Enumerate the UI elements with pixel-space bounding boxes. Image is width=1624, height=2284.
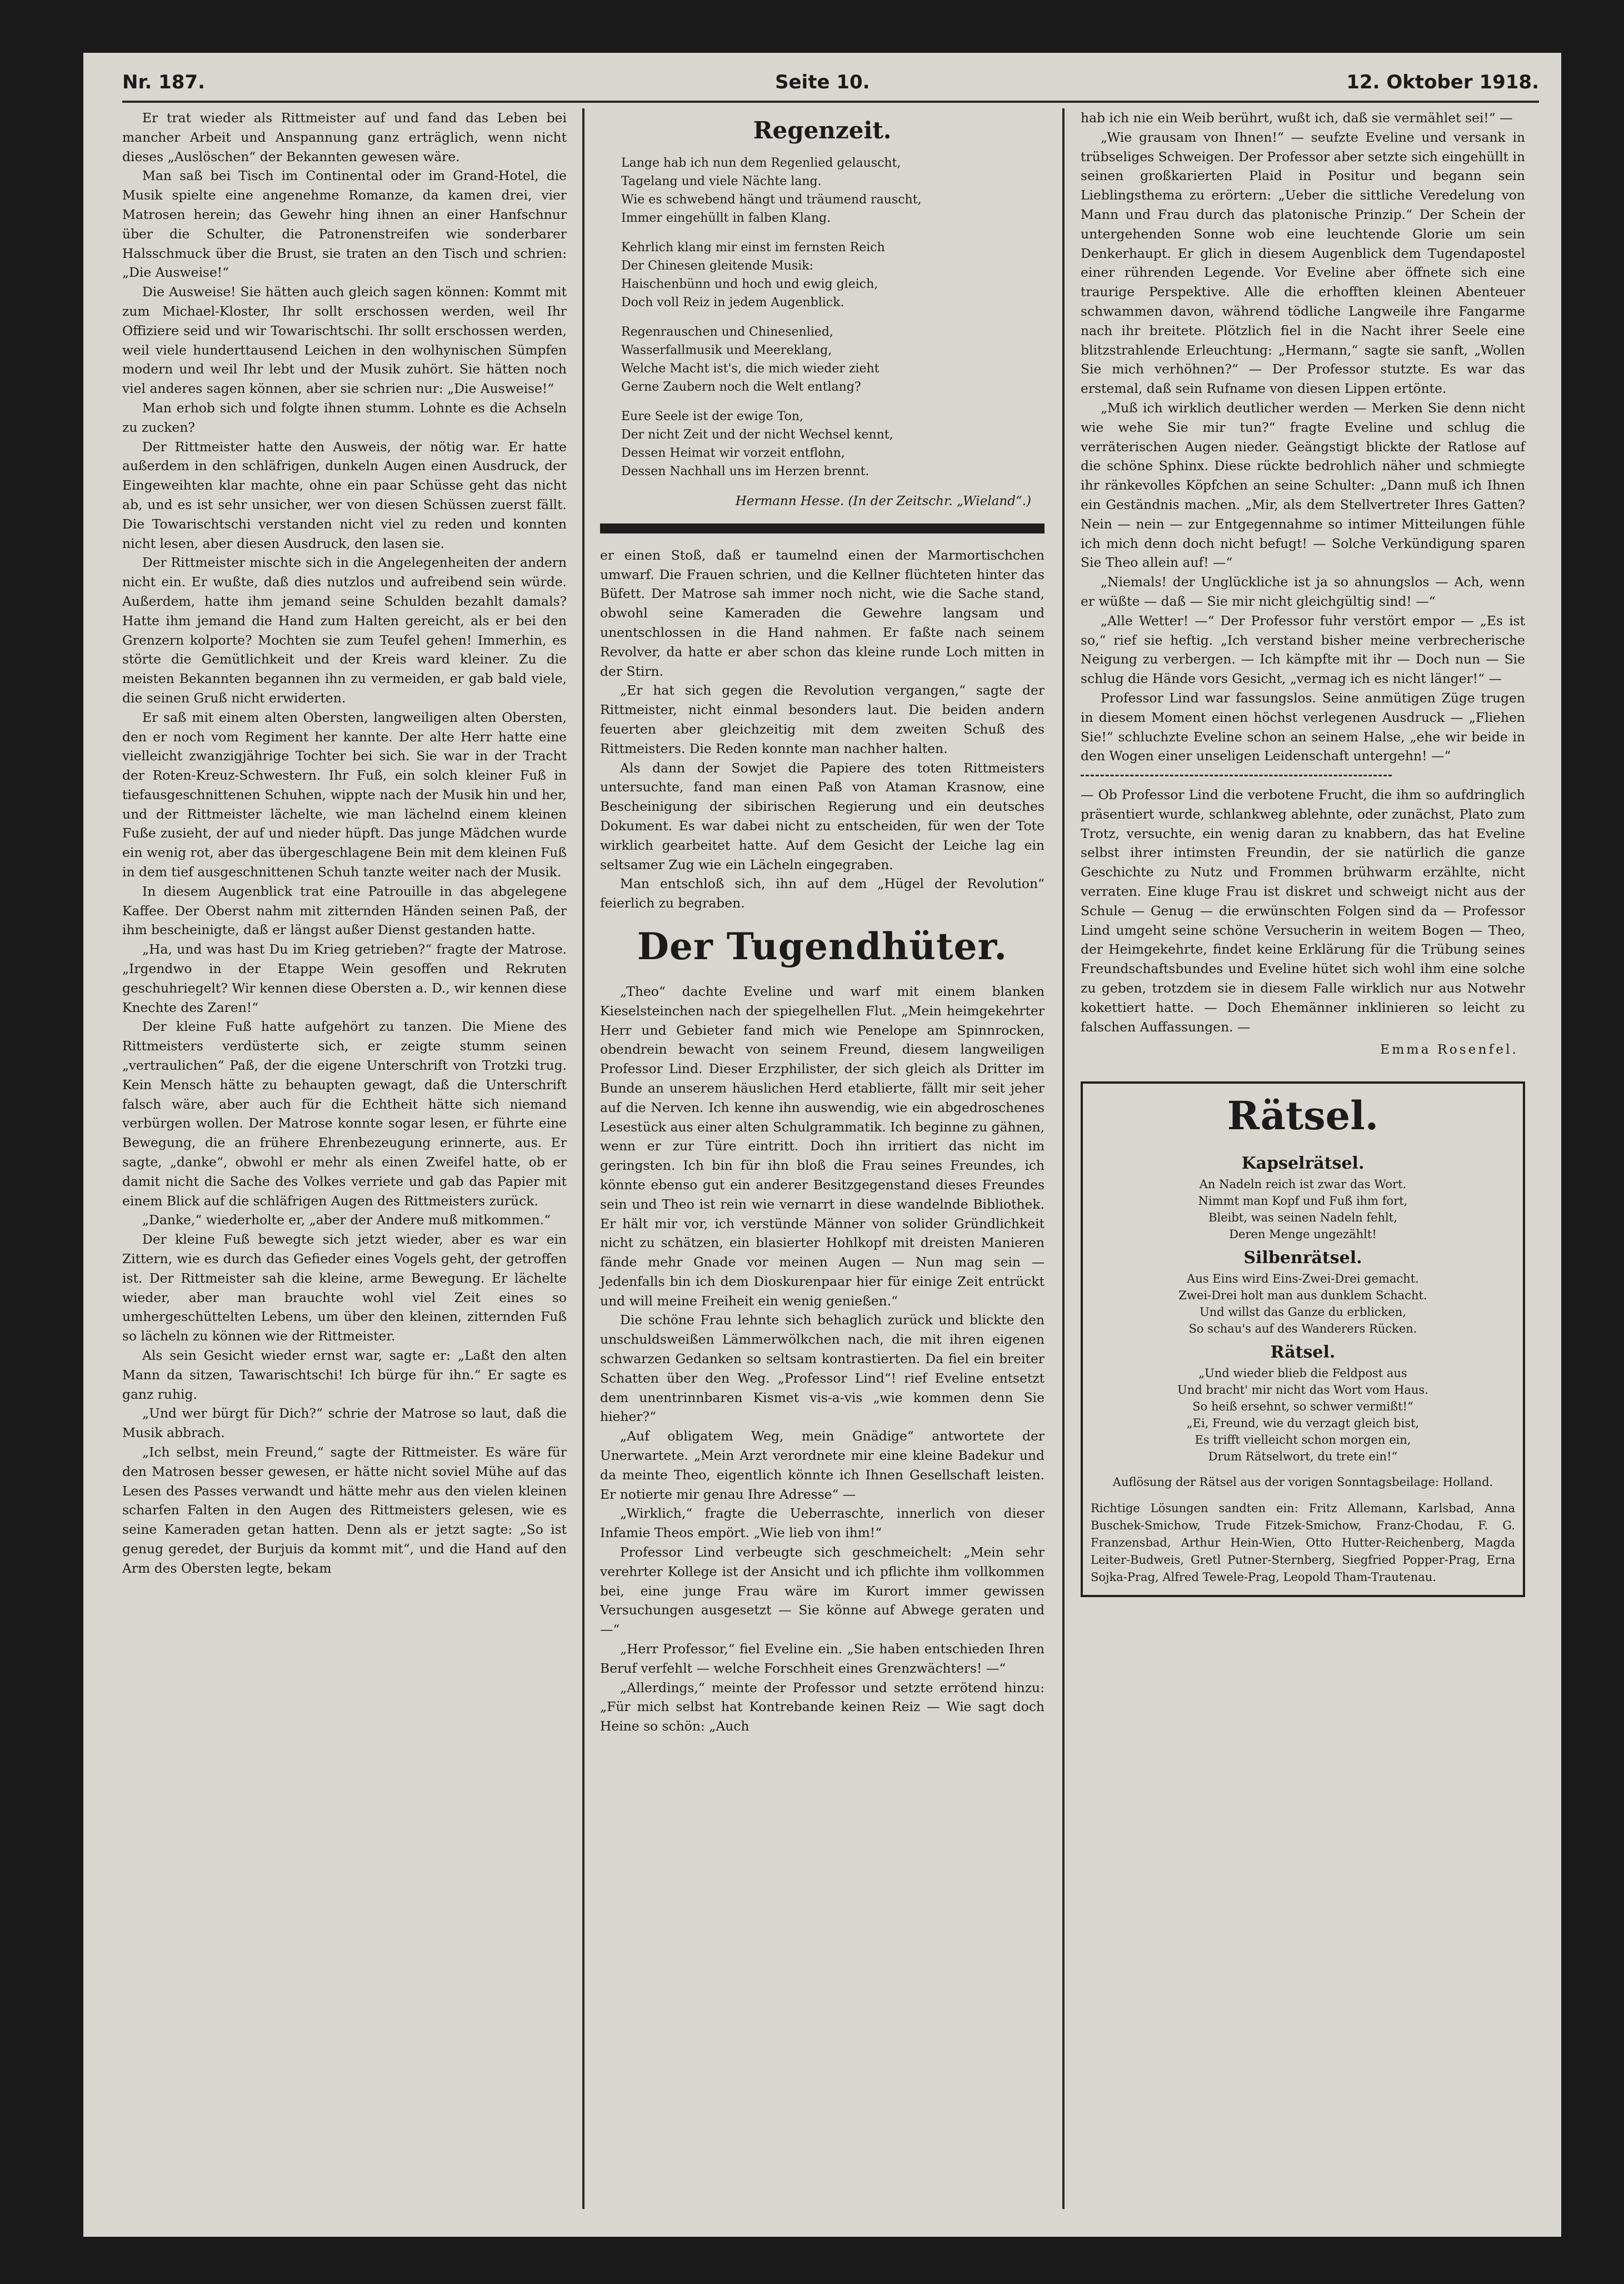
puzzle-heading: Rätsel. bbox=[1227, 1093, 1379, 1139]
article-paragraph: „Herr Professor,“ fiel Eveline ein. „Sie haben entschieden Ihren Beruf verfehlt — welche Forschheit eines Grenzwächters! —“ bbox=[600, 1641, 1045, 1676]
poem-line: Der nicht Zeit und der nicht Wechsel kennt, bbox=[621, 428, 893, 442]
issue-date: 12. Oktober 1918. bbox=[1346, 71, 1539, 93]
article-paragraph: Man saß bei Tisch im Continental oder im Grand-Hotel, die Musik spielte eine angenehme Romanze, da kamen drei, vier Matrosen herein; das Gewehr hing ihnen an einer Hanfschnur über die Schulter, die Patronenstreifen wie sonderbarer Halsschmuck über die Brust, sie traten an den Tisch und schrien: „Die Ausweise!“ bbox=[122, 168, 567, 281]
article-paragraph: „Wirklich,“ fragte die Ueberraschte, innerlich von dieser Infamie Theos empört. „Wie lieb von ihm!“ bbox=[600, 1505, 1045, 1541]
poem-line: Tagelang und viele Nächte lang. bbox=[621, 174, 822, 188]
puzzle-line: Aus Eins wird Eins-Zwei-Drei gemacht. bbox=[1187, 1272, 1419, 1286]
article-paragraph: In diesem Augenblick trat eine Patrouille in das abgelegene Kaffee. Der Oberst nahm mit zitternden Händen seinen Paß, der ihm bescheinigte, daß er längst außer Dienst gestanden hatte. bbox=[122, 883, 567, 938]
article-paragraph: Professor Lind verbeugte sich geschmeichelt: „Mein sehr verehrter Kollege ist der Ansicht und ich pflichte ihm vollkommen bei, eine junge Frau wäre im Kurort immer gewissen Versuchungen ausgesetzt — Sie könne auf Abwege geraten und —“ bbox=[600, 1544, 1045, 1638]
puzzle-line: Drum Rätselwort, du trete ein!“ bbox=[1208, 1450, 1398, 1464]
article-paragraph: Als sein Gesicht wieder ernst war, sagte er: „Laßt den alten Mann da sitzen, Tawarischtschi! Ich bürge für ihn.“ Er sagte es ganz ruhig. bbox=[122, 1348, 567, 1402]
issue-number: Nr. 187. bbox=[122, 71, 206, 93]
story-title: Der Tugendhüter. bbox=[637, 924, 1008, 968]
article-paragraph: „Theo“ dachte Eveline und warf mit einem blanken Kieselsteinchen nach der spiegelhellen Flut. „Mein heimgekehrter Herr und Gebieter fand mich wie Penelope am Spinnrocken, obendrein bewacht von seinem Freund, diesem langweiligen Professor Lind. Dieser Erzphilister, der sich gleich als Dritter im Bunde an unserem häuslichen Herd etablierte, fällt mir seit jeher auf die Nerven. Ich kenne ihn auswendig, wie ein abgedroschenes Lesestück aus einer alten Schulgrammatik. Ich beginne zu gähnen, wenn er zur Türe eintritt. Doch ihn irritiert das nicht im geringsten. Ich bin für ihn bloß die Frau seines Freundes, ich könnte ebenso gut ein anderer Besitzgegenstand dieses Freundes sein und Theo ist rein wie vernarrt in diese wandelnde Bibliothek. Er hält mir vor, ich verstünde Männer von solider Gründlichkeit nicht zu schätzen, ein blasierter Hohlkopf mit dreisten Manieren fände mehr Gnade vor meinen Augen — Nun mag sein — Jedenfalls bin ich dem Dioskurenpaar hier für einige Zeit entrückt und will meine Freiheit ein wenig genießen.“ bbox=[600, 983, 1045, 1309]
poem-line: Dessen Heimat wir vorzeit entflohn, bbox=[621, 446, 845, 460]
poem-stanza bbox=[621, 407, 1045, 481]
poem-line: Eure Seele ist der ewige Ton, bbox=[621, 410, 804, 423]
poem-line: Gerne Zaubern noch die Welt entlang? bbox=[621, 380, 861, 394]
puzzle-line: Und bracht' mir nicht das Wort vom Haus. bbox=[1177, 1383, 1428, 1397]
poem-line: Immer eingehüllt in falben Klang. bbox=[621, 211, 831, 225]
column-right bbox=[1081, 108, 1525, 1597]
article-paragraph: „Ich selbst, mein Freund,“ sagte der Rittmeister. Es wäre für den Matrosen besser gewesen, er hätte nicht soviel Mühe auf das Lesen des Passes verwandt und hätte mehr aus den vielen kleinen scharfen Falten in den Augen des Rittmeisters gelesen, wie es seine Kameraden getan hatten. Denn als er jetzt sagte: „So ist genug geredet, der Burjuis da kommt mit“, und die Hand auf den Arm des Obersten legte, bekam bbox=[122, 1444, 567, 1576]
puzzle-line: Bleibt, was seinen Nadeln fehlt, bbox=[1208, 1211, 1397, 1225]
column-left bbox=[122, 108, 567, 1578]
puzzle-line: Nimmt man Kopf und Fuß ihm fort, bbox=[1198, 1194, 1408, 1208]
poem-line: Kehrlich klang mir einst im fernsten Reich bbox=[621, 241, 885, 255]
article-paragraph: Der Rittmeister hatte den Ausweis, der nötig war. Er hatte außerdem in den schläfrigen, dunkeln Augen einen Ausdruck, der Eingeweihten klar machte, ohne ein paar Schüsse geht das nicht ab, und es ist sehr unsicher, wer von diesen Schüssen zuerst fällt. Die Towarischtschi verstanden nicht viel zu reden und konnten nicht lesen, aber diesen Ausdruck, den lasen sie. bbox=[122, 438, 567, 551]
puzzle-solution-note: Auflösung der Rätsel aus der vorigen Sonntagsbeilage: Holland. bbox=[1112, 1475, 1493, 1489]
puzzle-subheading: Silbenrätsel. bbox=[1243, 1248, 1362, 1268]
poem-stanza bbox=[621, 323, 1045, 396]
article-paragraph: Professor Lind war fassungslos. Seine anmütigen Züge trugen in diesem Moment einen höchst verlegenen Ausdruck — „Fliehen Sie!“ schluchzte Eveline schon an seinem Halse, „ehe wir beide in den Wogen einer unseligen Leidenschaft untergehn! —“ bbox=[1081, 690, 1525, 764]
puzzle-subheading: Rätsel. bbox=[1270, 1343, 1336, 1363]
article-paragraph: „Und wer bürgt für Dich?“ schrie der Matrose so laut, daß die Musik abbrach. bbox=[122, 1405, 567, 1441]
article-paragraph: hab ich nie ein Weib berührt, wußt ich, daß sie vermählet sei!“ — bbox=[1081, 110, 1513, 126]
article-paragraph: Die schöne Frau lehnte sich behaglich zurück und blickte den unschuldsweißen Lämmerwölkchen nach, die mit ihren eigenen schwarzen Gedanken so seltsam kontrastierten. Da fiel ein breiter Schatten über den Weg. „Professor Lind“! rief Eveline entsetzt dem unentrinnbaren Kismet vis-a-vis „wie kommen denn Sie hieher?“ bbox=[600, 1312, 1045, 1425]
puzzle-verse bbox=[1091, 1270, 1515, 1337]
article-paragraph: „Alle Wetter! —“ Der Professor fuhr verstört empor — „Es ist so,“ rief sie heftig. „Ich verstand bisher meine verbrecherische Neigung zu verbergen. — Ich kämpfte mit ihr — Doch nun — Sie schlug die Hände vors Gesicht, „vermag ich es nicht länger!“ — bbox=[1081, 612, 1525, 687]
poem-line: Lange hab ich nun dem Regenlied gelauscht, bbox=[621, 156, 901, 170]
puzzle-line: Und willst das Ganze du erblicken, bbox=[1200, 1305, 1406, 1319]
puzzle-line: So heiß ersehnt, so schwer vermißt!“ bbox=[1192, 1400, 1413, 1414]
poem-line: Wasserfallmusik und Meereklang, bbox=[621, 343, 832, 357]
page-number: Seite 10. bbox=[775, 71, 870, 93]
article-paragraph: — Ob Professor Lind die verbotene Frucht, die ihm so aufdringlich präsentiert wurde, schlankweg ablehnte, oder zunächst, Plato zum Trotz, versuchte, ein wenig daran zu knabbern, das hat Eveline selbst ihrer intimsten Freundin, der sie natürlich die ganze Geschichte zu Nutz und Frommen brühwarm erzählte, nicht verraten. Eine kluge Frau ist diskret und schweigt nicht aus der Schule — Genug — die erwünschten Folgen sind da — Professor Lind umgeht seine schöne Versucherin in weitem Bogen — Theo, der Heimgekehrte, findet keine Erklärung für die Trübung seines Freundschaftsbundes und Eveline hütet sich wohl ihm eine solche zu geben, trotzdem sie in diesem Falle wirklich nur aus Notwehr kokettiert hatte. — Doch Ehemänner inklinieren so leicht zu falschen Auffassungen. — bbox=[1081, 787, 1525, 1035]
newspaper-page bbox=[83, 53, 1561, 2237]
puzzle-line: So schau's auf des Wanderers Rücken. bbox=[1188, 1322, 1417, 1336]
article-paragraph: „Wie grausam von Ihnen!“ — seufzte Eveline und versank in trübseliges Schweigen. Der Professor aber setzte sich eingehüllt in seinen großkarierten Plaid in Positur und begann sein Lieblingsthema zu erörtern: „Ueber die sittliche Veredelung von Mann und Frau durch das platonische Prinzip.“ Der Schein der untergehenden Sonne wob eine leuchtende Glorie um sein Denkerhaupt. Er glich in diesem Augenblick dem Tugendapostel einer rührenden Legende. Vor Eveline aber öffnete sich eine traurige Perspektive. Alle die erhofften kleinen Abenteuer schwammen davon, während tödliche Langweile ihre Fangarme nach ihr breitete. Plötzlich fiel in die Nacht ihrer Seele eine blitzstrahlende Erleuchtung: „Hermann,“ sagte sie sanft, „Wollen Sie mich verhöhnen?“ — Der Professor stutzte. Es war das erstemal, daß sein Rufname von diesen Lippen ertönte. bbox=[1081, 129, 1525, 397]
author-signature: Emma Rosenfel. bbox=[1380, 1041, 1518, 1058]
puzzle-box bbox=[1081, 1081, 1525, 1597]
article-paragraph: Die Ausweise! Sie hätten auch gleich sagen können: Kommt mit zum Michael-Kloster, Ihr sollt erschossen werden, weil Ihr Offiziere seid und wir Towarischtschi. Ihr sollt erschossen werden, weil viele hunderttausend Leichen in den wolhynischen Sümpfen modern und weil Ihr lebt und der Musik zuhört. Sie hätten noch viel anderes sagen können, aber sie schrien nur: „Die Ausweise!“ bbox=[122, 284, 567, 397]
puzzle-verse bbox=[1091, 1176, 1515, 1243]
puzzle-line: Zwei-Drei holt man aus dunklem Schacht. bbox=[1178, 1289, 1427, 1303]
puzzle-line: „Ei, Freund, wie du verzagt gleich bist, bbox=[1186, 1417, 1420, 1430]
article-paragraph: er einen Stoß, daß er taumelnd einen der Marmortischchen umwarf. Die Frauen schrien, und die Kellner flüchteten hinter das Büfett. Der Matrose sah immer noch nicht, wie die Sache stand, obwohl seine Kameraden die Gewehre langsam und unentschlossen in die Hand nahmen. Er faßte nach seinem Revolver, da hatte er aber schon das kleine runde Loch mitten in der Stirn. bbox=[600, 547, 1045, 679]
article-paragraph: „Auf obligatem Weg, mein Gnädige“ antwortete der Unerwartete. „Mein Arzt verordnete mir eine kleine Badekur und da meinte Theo, eigentlich könnte ich Ihnen Gesellschaft leisten. Er notierte mir genau Ihre Adresse“ — bbox=[600, 1428, 1045, 1502]
article-paragraph: Er trat wieder als Rittmeister auf und fand das Leben bei mancher Arbeit und Anspannung ganz erträglich, wenn nicht dieses „Auslöschen“ der Bekannten gewesen wäre. bbox=[122, 110, 567, 164]
poem-line: Regenrauschen und Chinesenlied, bbox=[621, 325, 833, 339]
story-body bbox=[600, 982, 1045, 1736]
column-rule-right bbox=[1062, 108, 1065, 2209]
poem-line: Der Chinesen gleitende Musik: bbox=[621, 259, 813, 273]
puzzle-subheading: Kapselrätsel. bbox=[1241, 1154, 1365, 1174]
puzzle-line: „Und wieder blieb die Feldpost aus bbox=[1198, 1367, 1407, 1380]
column-middle bbox=[600, 108, 1045, 1736]
article-paragraph: „Danke,“ wiederholte er, „aber der Andere muß mitkommen.“ bbox=[142, 1212, 551, 1228]
poem-line: Doch voll Reiz in jedem Augenblick. bbox=[621, 296, 845, 310]
article-paragraph: Als dann der Sowjet die Papiere des toten Rittmeisters untersuchte, fand man einen Paß von Ataman Krasnow, eine Bescheinigung der sibirischen Regierung und ein deutsches Dokument. Es war dabei nicht zu entscheiden, für wen der Tote wirklich gearbeitet hatte. Auf dem Gesicht der Leiche lag ein seltsamer Zug wie ein Lächeln eingegraben. bbox=[600, 760, 1045, 872]
section-divider bbox=[600, 523, 1045, 533]
poem-line: Dessen Nachhall uns im Herzen brennt. bbox=[621, 465, 870, 478]
puzzle-solvers: Richtige Lösungen sandten ein: Fritz Allemann, Karlsbad, Anna Buschek-Smichow, Trude Fitzek-Smichow, Franz-Chodau, F. G. Franzensbad, Arthur Hein-Wien, Otto Hutter-Reichenberg, Magda Leiter-Budweis, Gretl Putner-Sternberg, Siegfried Popper-Prag, Erna Sojka-Prag, Alfred Tewele-Prag, Leopold Tham-Trautenau. bbox=[1091, 1502, 1515, 1584]
poem-line: Haischenbünn und hoch und ewig gleich, bbox=[621, 277, 878, 291]
article-paragraph: Der Rittmeister mischte sich in die Angelegenheiten der andern nicht ein. Er wußte, daß dies nutzlos und aufreibend sein würde. Außerdem, hatte ihm jemand seine Schulden bezahlt damals? Hatte ihm jemand die Hand zum Halten gereicht, als er bei den Grenzern kolporte? Mochten sie zum Teufel gehen! Immerhin, es störte die Gemütlichkeit und der Kreis ward kleiner. Zu die meisten Bekannten begannen ihn zu vermeiden, er gab bald viele, die seinen Gruß nicht erwiderten. bbox=[122, 555, 567, 706]
puzzle-line: Es trifft vielleicht schon morgen ein, bbox=[1195, 1433, 1411, 1447]
poem-line: Welche Macht ist's, die mich wieder zieht bbox=[621, 362, 880, 376]
poem-line: Wie es schwebend hängt und träumend rauscht, bbox=[621, 193, 922, 207]
running-head bbox=[122, 67, 1539, 100]
article-paragraph: „Muß ich wirklich deutlicher werden — Merken Sie denn nicht wie wehe Sie mir tun?“ fragte Eveline und schlug die verräterischen Augen nieder. Geängstigt blickte der Ratlose auf die schöne Sphinx. Diese rückte bedrohlich näher und schmiegte ihr ränkevolles Köpfchen an seine Schulter: „Dann muß ich Ihnen ein Geständnis machen. „Mir, als dem Stellvertreter Ihres Gatten? Nein — nein — zur Entgegennahme so intimer Mitteilungen fühle ich mich denn doch nicht befugt! — Solche Verkündigung sparen Sie Theo allein auf! —“ bbox=[1081, 400, 1525, 571]
puzzle-verse bbox=[1091, 1365, 1515, 1465]
article-paragraph: Der kleine Fuß hatte aufgehört zu tanzen. Die Miene des Rittmeisters verdüsterte sich, er zeigte stumm seinen „vertraulichen“ Paß, der die eigene Unterschrift von Trotzki trug. Kein Mensch hätte zu behaupten gewagt, daß die Unterschrift falsch wäre, aber auch für die Echtheit hätte sich niemand verbürgen wollen. Der Matrose konnte sogar lesen, er führte eine Bewegung, die an frühere Ehrenbezeugung erinnerte, aus. Er sagte, „danke“, obwohl er mehr als einen Zweifel hatte, ob er damit nicht die Sache des Volkes verriete und gab das Papier mit einem Blick auf die schläfrigen Augen des Rittmeisters zurück. bbox=[122, 1019, 567, 1209]
poem-stanza bbox=[621, 154, 1045, 227]
poem-title: Regenzeit. bbox=[753, 117, 892, 144]
article-paragraph: „Allerdings,“ meinte der Professor und setzte errötend hinzu: „Für mich selbst hat Kontrebande keinen Reiz — Wie sagt doch Heine so schön: „Auch bbox=[600, 1679, 1045, 1734]
dashed-separator bbox=[1081, 775, 1392, 776]
puzzle-line: An Nadeln reich ist zwar das Wort. bbox=[1199, 1178, 1407, 1191]
article-paragraph: „Ha, und was hast Du im Krieg getrieben?“ fragte der Matrose. „Irgendwo in der Etappe Wein gesoffen und Rekruten geschuhriegelt? Wir kennen diese Obersten a. D., wir kennen diese Knechte des Zaren!“ bbox=[122, 941, 567, 1015]
article-paragraph: Man entschloß sich, ihn auf dem „Hügel der Revolution“ feierlich zu begraben. bbox=[600, 876, 1045, 911]
column-rule-left bbox=[582, 108, 584, 2209]
poem-stanza bbox=[621, 238, 1045, 312]
article-paragraph: „Niemals! der Unglückliche ist ja so ahnungslos — Ach, wenn er wüßte — daß — Sie mir nicht gleichgültig sind! —“ bbox=[1081, 574, 1525, 609]
puzzle-line: Deren Menge ungezählt! bbox=[1229, 1228, 1377, 1241]
article-paragraph: Der kleine Fuß bewegte sich jetzt wieder, aber es war ein Zittern, wie es durch das Gefieder eines Vogels geht, der getroffen ist. Der Rittmeister sah die kleine, arme Bewegung. Er lächelte wieder, aber man brauchte wohl viel Zeit eines so umhergeschüttelten Lebens, um über den kleinen, zitternden Fuß so lächeln zu können wie der Rittmeister. bbox=[122, 1231, 567, 1344]
header-rule bbox=[122, 101, 1539, 103]
poem-credit: Hermann Hesse. (In der Zeitschr. „Wieland“.) bbox=[735, 494, 1031, 508]
article-paragraph: Man erhob sich und folgte ihnen stumm. Lohnte es die Achseln zu zucken? bbox=[122, 400, 567, 435]
article-paragraph: „Er hat sich gegen die Revolution vergangen,“ sagte der Rittmeister, nicht einmal besonders laut. Die beiden andern feuerten aber gleichzeitig mit dem zweiten Schuß des Rittmeisters. Die Reden konnte man nachher halten. bbox=[600, 682, 1045, 756]
article-paragraph: Er saß mit einem alten Obersten, langweiligen alten Obersten, den er noch vom Regiment her kannte. Der alte Herr hatte eine vielleicht zwanzigjährige Tochter bei sich. Sie war in der Tracht der Roten-Kreuz-Schwestern. Ihr Fuß, ein solch kleiner Fuß in tiefausgeschnittenen Schuhen, wippte nach der Musik hin und her, und der Rittmeister lächelte, wie man lächelnd einem kleinen Fuße zusieht, der auf und nieder hüpft. Das junge Mädchen wurde ein wenig rot, aber das übergeschlagene Bein mit dem kleinen Fuß in dem tief ausgeschnittenen Schuh tanzte weiter nach der Musik. bbox=[122, 709, 567, 880]
